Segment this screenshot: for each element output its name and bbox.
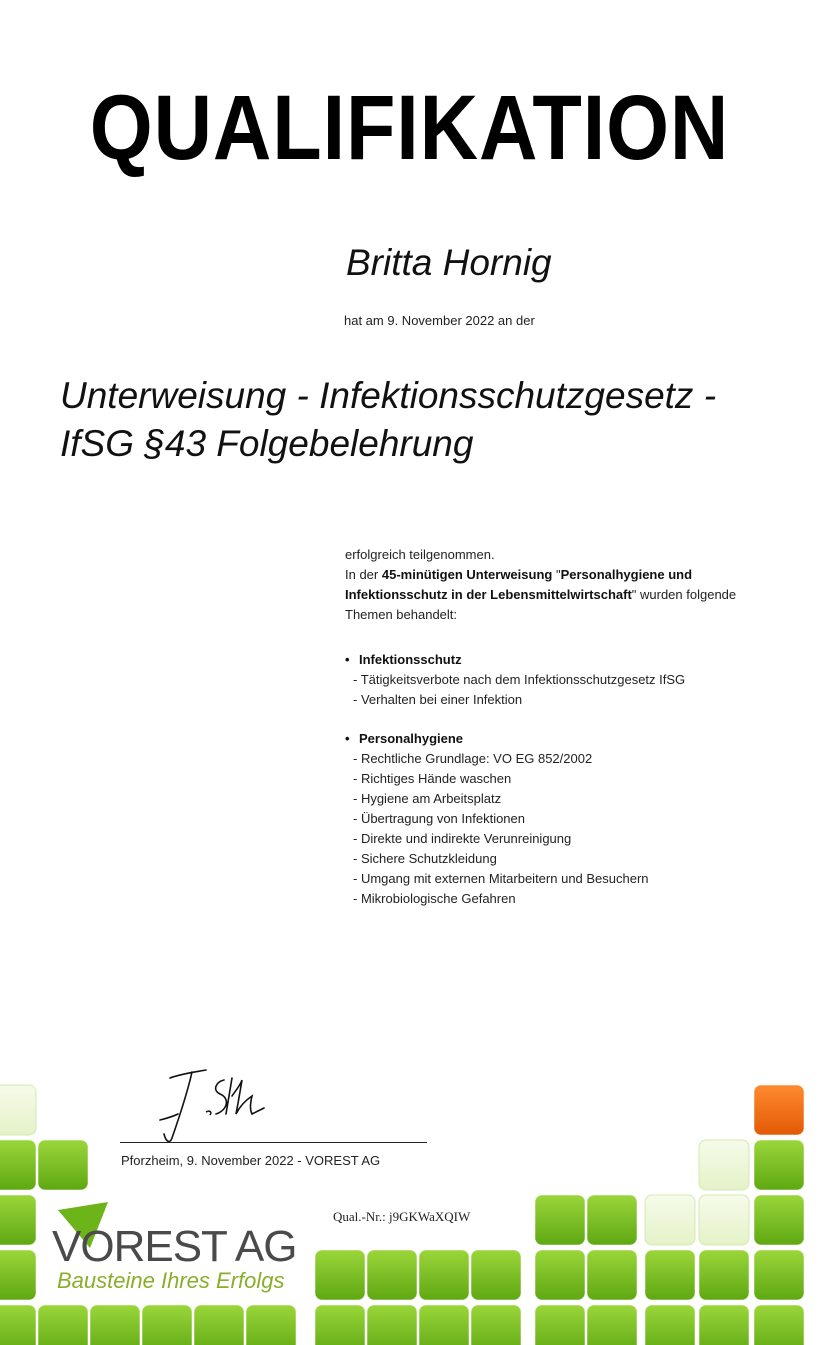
green-block <box>367 1250 417 1300</box>
green-block <box>315 1305 365 1345</box>
course-title-line2: IfSG §43 Folgebelehrung <box>60 423 474 464</box>
certificate-title: QUALIFIKATION <box>89 77 730 179</box>
desc-course-name: Personalhygiene und Infektionsschutz in der Lebensmittelwirtschaft <box>345 567 693 602</box>
signature-line <box>120 1142 427 1143</box>
desc-text-end: " wurden folgende Themen behandelt: <box>345 587 737 622</box>
topic-item: - Übertragung von Infektionen <box>353 811 525 826</box>
green-block <box>645 1305 695 1345</box>
topic-heading-label: Personalhygiene <box>359 731 464 746</box>
desc-quote: " <box>555 567 561 582</box>
pale-block <box>699 1140 749 1190</box>
pale-block <box>699 1195 749 1245</box>
green-block <box>471 1305 521 1345</box>
green-block <box>0 1250 36 1300</box>
green-block <box>194 1305 244 1345</box>
intro-text: hat am 9. November 2022 an der <box>344 313 535 328</box>
company-tagline: Bausteine Ihres Erfolgs <box>57 1268 285 1293</box>
green-block <box>142 1305 192 1345</box>
topic-heading-label: Infektionsschutz <box>359 652 462 667</box>
bullet-icon: • <box>345 731 350 746</box>
pale-block <box>0 1085 36 1135</box>
desc-text: In der <box>345 567 382 582</box>
recipient-name: Britta Hornig <box>346 242 552 283</box>
green-block <box>587 1305 637 1345</box>
topic-item: - Tätigkeitsverbote nach dem Infektionsschutzgesetz IfSG <box>353 672 686 687</box>
green-block <box>419 1250 469 1300</box>
topic-block <box>345 650 785 710</box>
green-block <box>535 1195 585 1245</box>
green-block <box>754 1195 804 1245</box>
signature-image <box>140 1060 280 1150</box>
topic-item: - Rechtliche Grundlage: VO EG 852/2002 <box>353 751 593 766</box>
green-block <box>315 1250 365 1300</box>
topic-heading <box>345 650 785 670</box>
green-block <box>587 1195 637 1245</box>
green-block <box>587 1250 637 1300</box>
green-block <box>419 1305 469 1345</box>
green-block <box>754 1250 804 1300</box>
green-block <box>38 1140 88 1190</box>
course-title <box>60 372 760 468</box>
green-block <box>246 1305 296 1345</box>
green-block <box>535 1305 585 1345</box>
green-block <box>0 1305 36 1345</box>
green-block <box>699 1250 749 1300</box>
topic-item: - Richtiges Hände waschen <box>353 771 512 786</box>
topic-heading <box>345 729 785 749</box>
green-block <box>699 1305 749 1345</box>
qualification-number: Qual.-Nr.: j9GKWaXQIW <box>333 1209 471 1224</box>
topic-item: - Mikrobiologische Gefahren <box>353 891 516 906</box>
green-block <box>38 1305 88 1345</box>
green-block <box>90 1305 140 1345</box>
description-paragraph <box>345 565 785 625</box>
bullet-icon: • <box>345 652 350 667</box>
green-block <box>471 1250 521 1300</box>
topics-list <box>345 650 785 928</box>
description-line1: erfolgreich teilgenommen. <box>345 547 495 562</box>
green-block <box>367 1305 417 1345</box>
green-block <box>645 1250 695 1300</box>
green-block <box>0 1195 36 1245</box>
green-block <box>0 1140 36 1190</box>
course-title-line1: Unterweisung - Infektionsschutzgesetz - <box>60 375 717 416</box>
desc-duration: 45-minütigen Unterweisung <box>381 567 556 582</box>
description <box>345 545 785 625</box>
signature-caption: Pforzheim, 9. November 2022 - VOREST AG <box>121 1153 381 1168</box>
topic-item: - Hygiene am Arbeitsplatz <box>353 791 502 806</box>
pale-block <box>645 1195 695 1245</box>
green-block <box>535 1250 585 1300</box>
green-block <box>754 1140 804 1190</box>
topic-item: - Direkte und indirekte Verunreinigung <box>353 831 572 846</box>
topic-item: - Verhalten bei einer Infektion <box>353 692 523 707</box>
orange-block <box>754 1085 804 1135</box>
company-logo: VOREST AG <box>52 1222 297 1271</box>
green-block <box>754 1305 804 1345</box>
topic-item: - Umgang mit externen Mitarbeitern und Besuchern <box>353 871 649 886</box>
topic-block <box>345 729 785 909</box>
topic-item: - Sichere Schutzkleidung <box>353 851 497 866</box>
